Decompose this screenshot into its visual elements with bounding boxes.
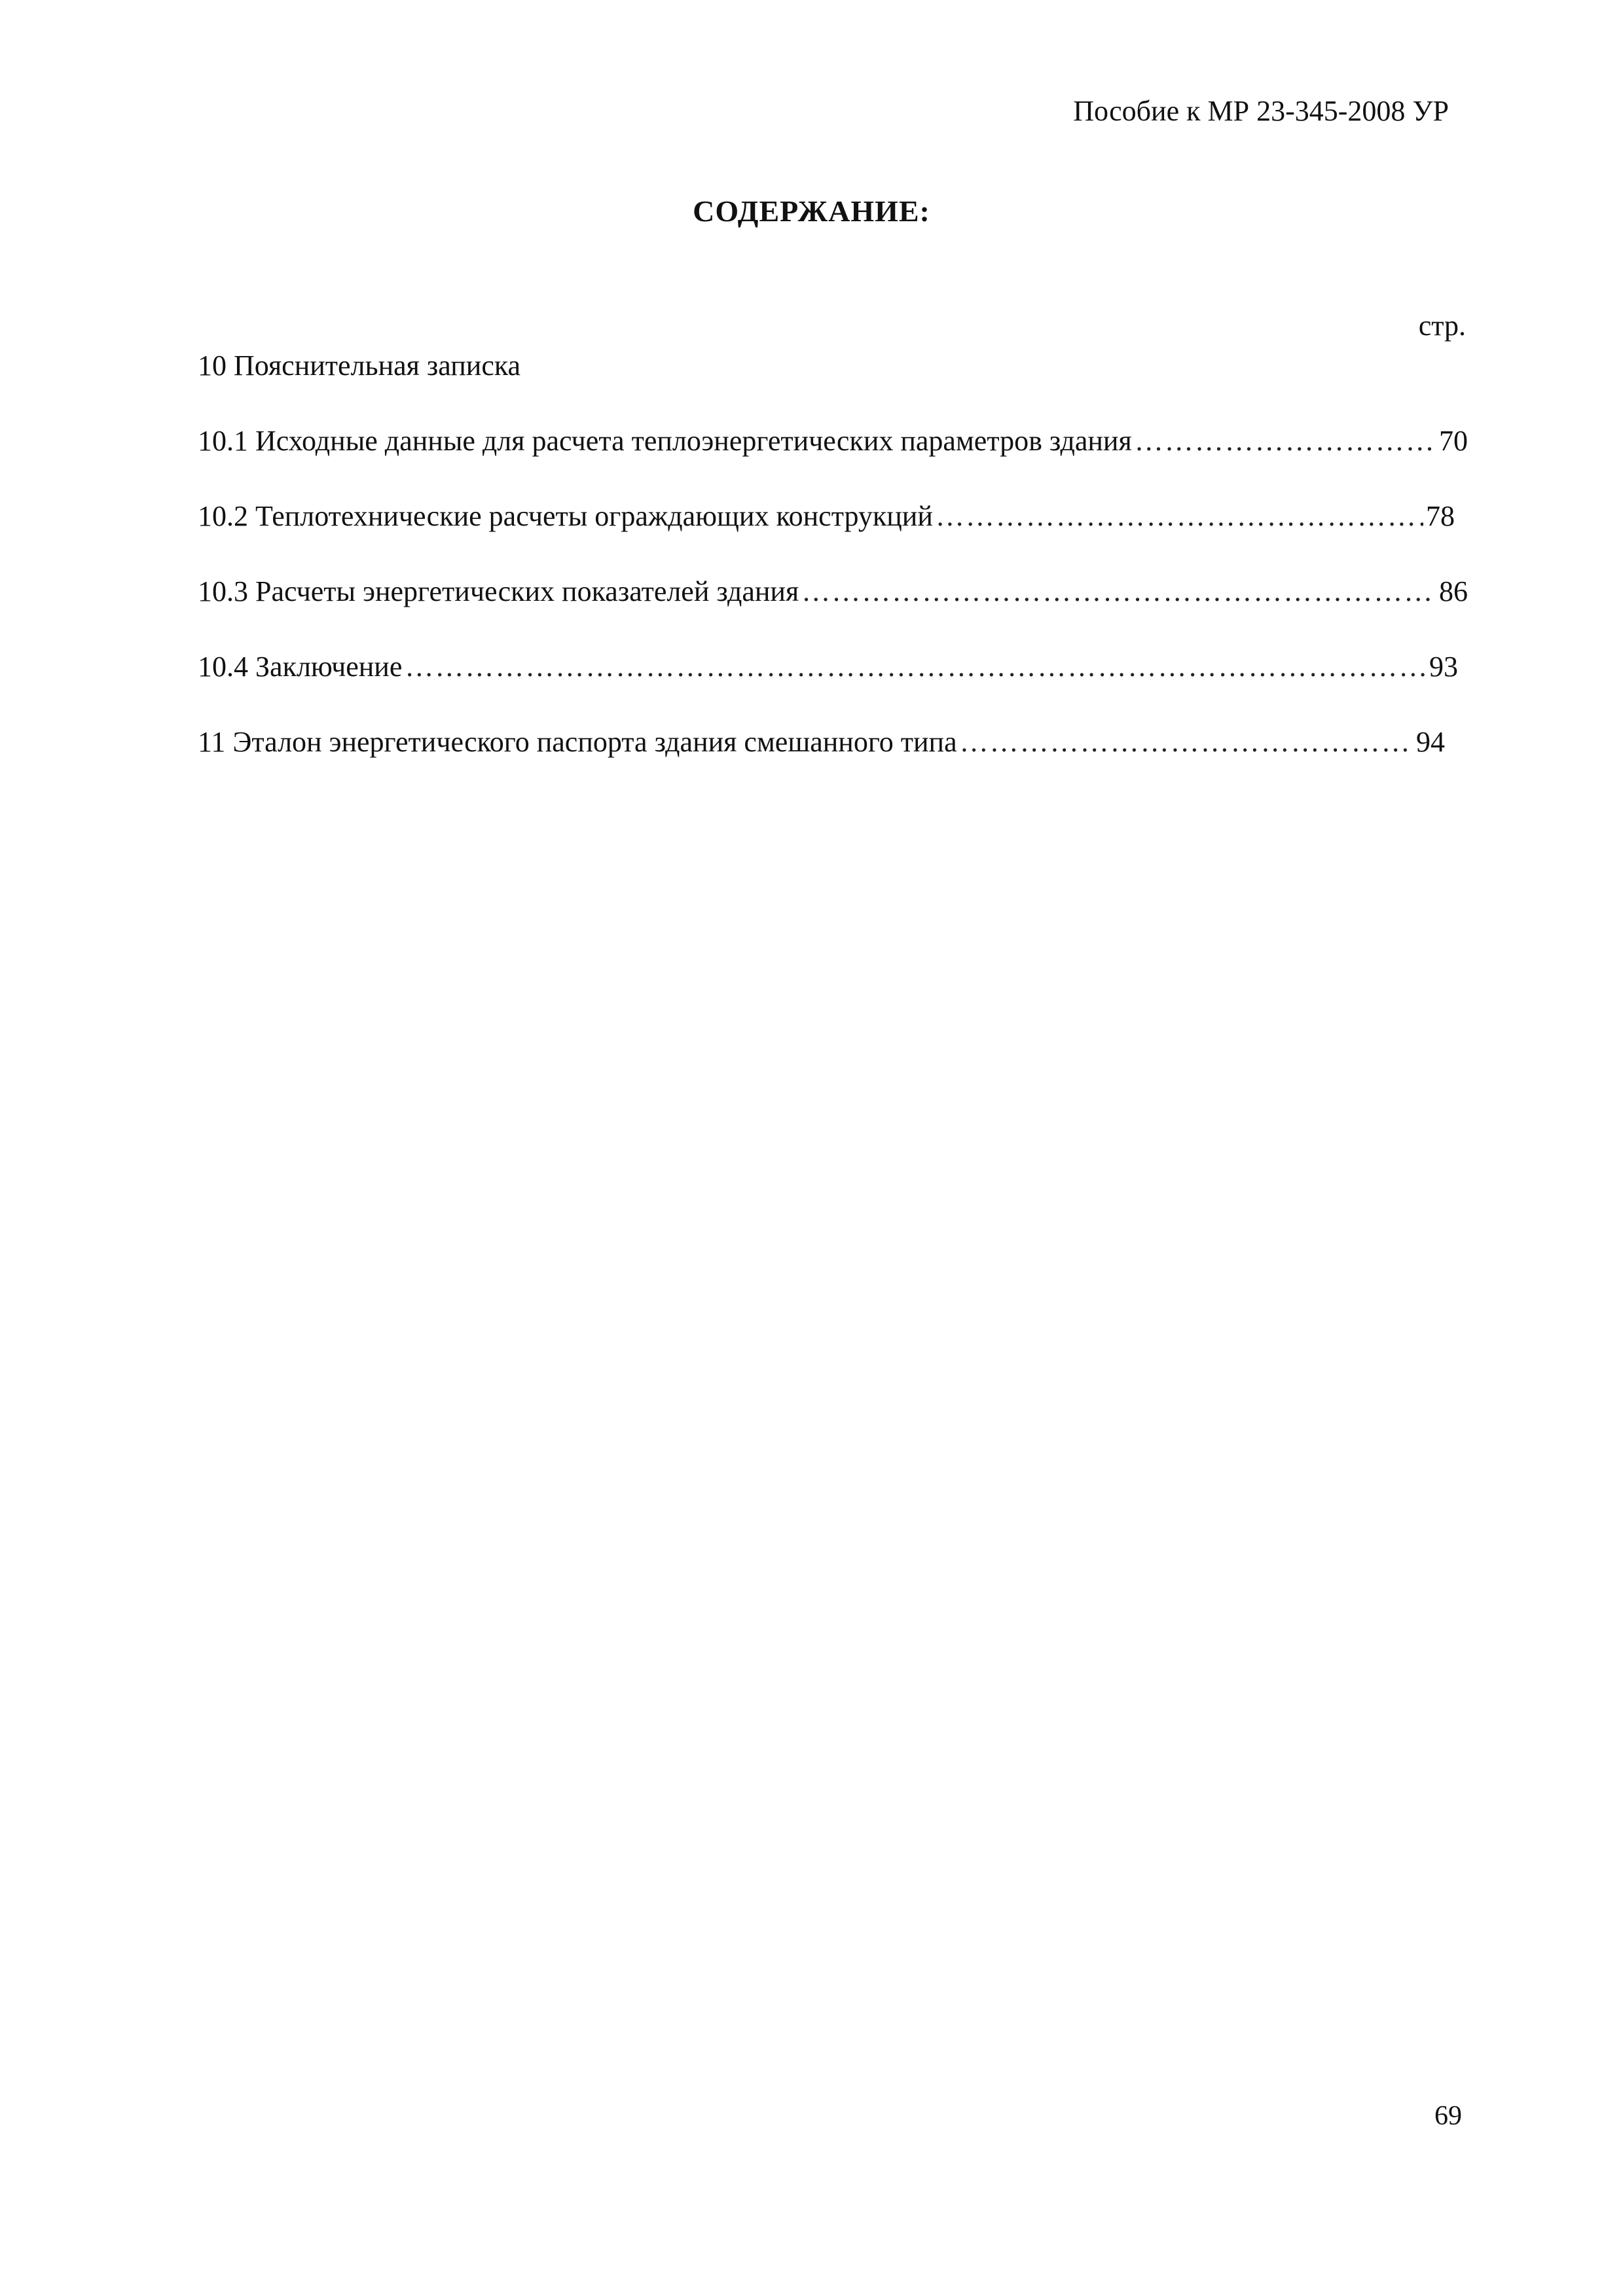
toc-leader-dots — [1135, 422, 1436, 459]
toc-leader-dots — [960, 723, 1413, 761]
toc-entry[interactable] — [198, 648, 1458, 685]
toc-leader-dots — [801, 573, 1436, 610]
toc-entry-text: 11 Эталон энергетического паспорта здания смешанного типа — [198, 726, 957, 758]
toc-entry[interactable] — [198, 422, 1468, 459]
toc-title: СОДЕРЖАНИЕ: — [693, 194, 930, 228]
running-header: Пособие к МР 23-345-2008 УР — [1073, 95, 1449, 127]
toc-entry-page: 70 — [1439, 425, 1468, 457]
toc-section-heading: 10 Пояснительная записка — [198, 350, 521, 382]
toc-entry-text: 10.2 Теплотехнические расчеты ограждающих конструкций — [198, 500, 933, 532]
toc-entry-page: 94 — [1416, 726, 1445, 758]
toc-entry[interactable] — [198, 573, 1468, 610]
toc-entry-text: 10.1 Исходные данные для расчета теплоэнергетических параметров здания — [198, 425, 1132, 457]
toc-entry-text: 10.4 Заключение — [198, 651, 403, 683]
toc-entry[interactable] — [198, 497, 1455, 535]
table-of-contents — [198, 347, 1468, 761]
toc-entry-page: 86 — [1439, 575, 1468, 607]
toc-entry-text: 10.3 Расчеты энергетических показателей здания — [198, 575, 799, 607]
toc-entry-page: 78 — [1426, 500, 1455, 532]
toc-leader-dots — [405, 648, 1427, 685]
toc-leader-dots — [936, 497, 1423, 535]
footer-page-number: 69 — [1434, 2101, 1462, 2131]
page-column-label: стр. — [1418, 310, 1466, 342]
toc-entry-page: 93 — [1429, 651, 1458, 683]
toc-entry[interactable] — [198, 723, 1445, 761]
